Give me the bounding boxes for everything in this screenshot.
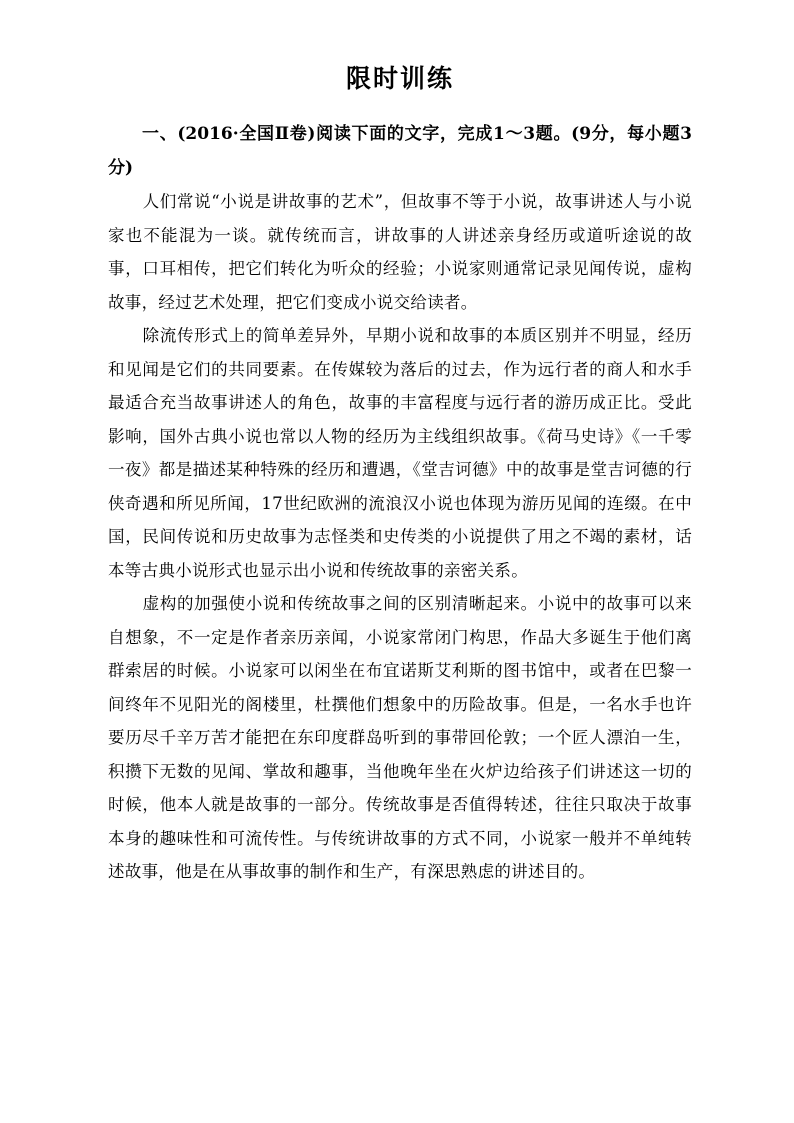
document-page (108, 62, 692, 889)
question-section-header: 一、(2016·全国Ⅱ卷)阅读下面的文字，完成1～3题。(9分，每小题3分) (108, 124, 692, 178)
page-title: 限时训练 (345, 64, 454, 93)
paragraph-1: 人们常说“小说是讲故事的艺术”，但故事不等于小说，故事讲述人与小说家也不能混为一谈。就传统而言，讲故事的人讲述亲身经历或道听途说的故事，口耳相传，把它们转化为听众的经验；小说家则通常记录见闻传说，虚构故事，经过艺术处理，把它们变成小说交给读者。 (108, 192, 692, 312)
paragraph-3: 虚构的加强使小说和传统故事之间的区别清晰起来。小说中的故事可以来自想象，不一定是作者亲历亲闻，小说家常闭门构思，作品大多诞生于他们离群索居的时候。小说家可以闲坐在布宜诺斯艾利斯的图书馆中，或者在巴黎一间终年不见阳光的阁楼里，杜撰他们想象中的历险故事。但是，一名水手也许要历尽千辛万苦才能把在东印度群岛听到的事带回伦敦；一个匠人漂泊一生，积攒下无数的见闻、掌故和趣事，当他晚年坐在火炉边给孩子们讲述这一切的时候，他本人就是故事的一部分。传统故事是否值得转述，往往只取决于故事本身的趣味性和可流传性。与传统讲故事的方式不同，小说家一般并不单纯转述故事，他是在从事故事的制作和生产，有深思熟虑的讲述目的。 (108, 594, 692, 881)
paragraph-2: 除流传形式上的简单差异外，早期小说和故事的本质区别并不明显，经历和见闻是它们的共同要素。在传媒较为落后的过去，作为远行者的商人和水手最适合充当故事讲述人的角色，故事的丰富程度与远行者的游历成正比。受此影响，国外古典小说也常以人物的经历为主线组织故事。《荷马史诗》《一千零一夜》都是描述某种特殊的经历和遭遇，《堂吉诃德》中的故事是堂吉诃德的行侠奇遇和所见所闻，17世纪欧洲的流浪汉小说也体现为游历见闻的连缀。在中国，民间传说和历史故事为志怪类和史传类的小说提供了用之不竭的素材，话本等古典小说形式也显示出小说和传统故事的亲密关系。 (108, 326, 692, 580)
